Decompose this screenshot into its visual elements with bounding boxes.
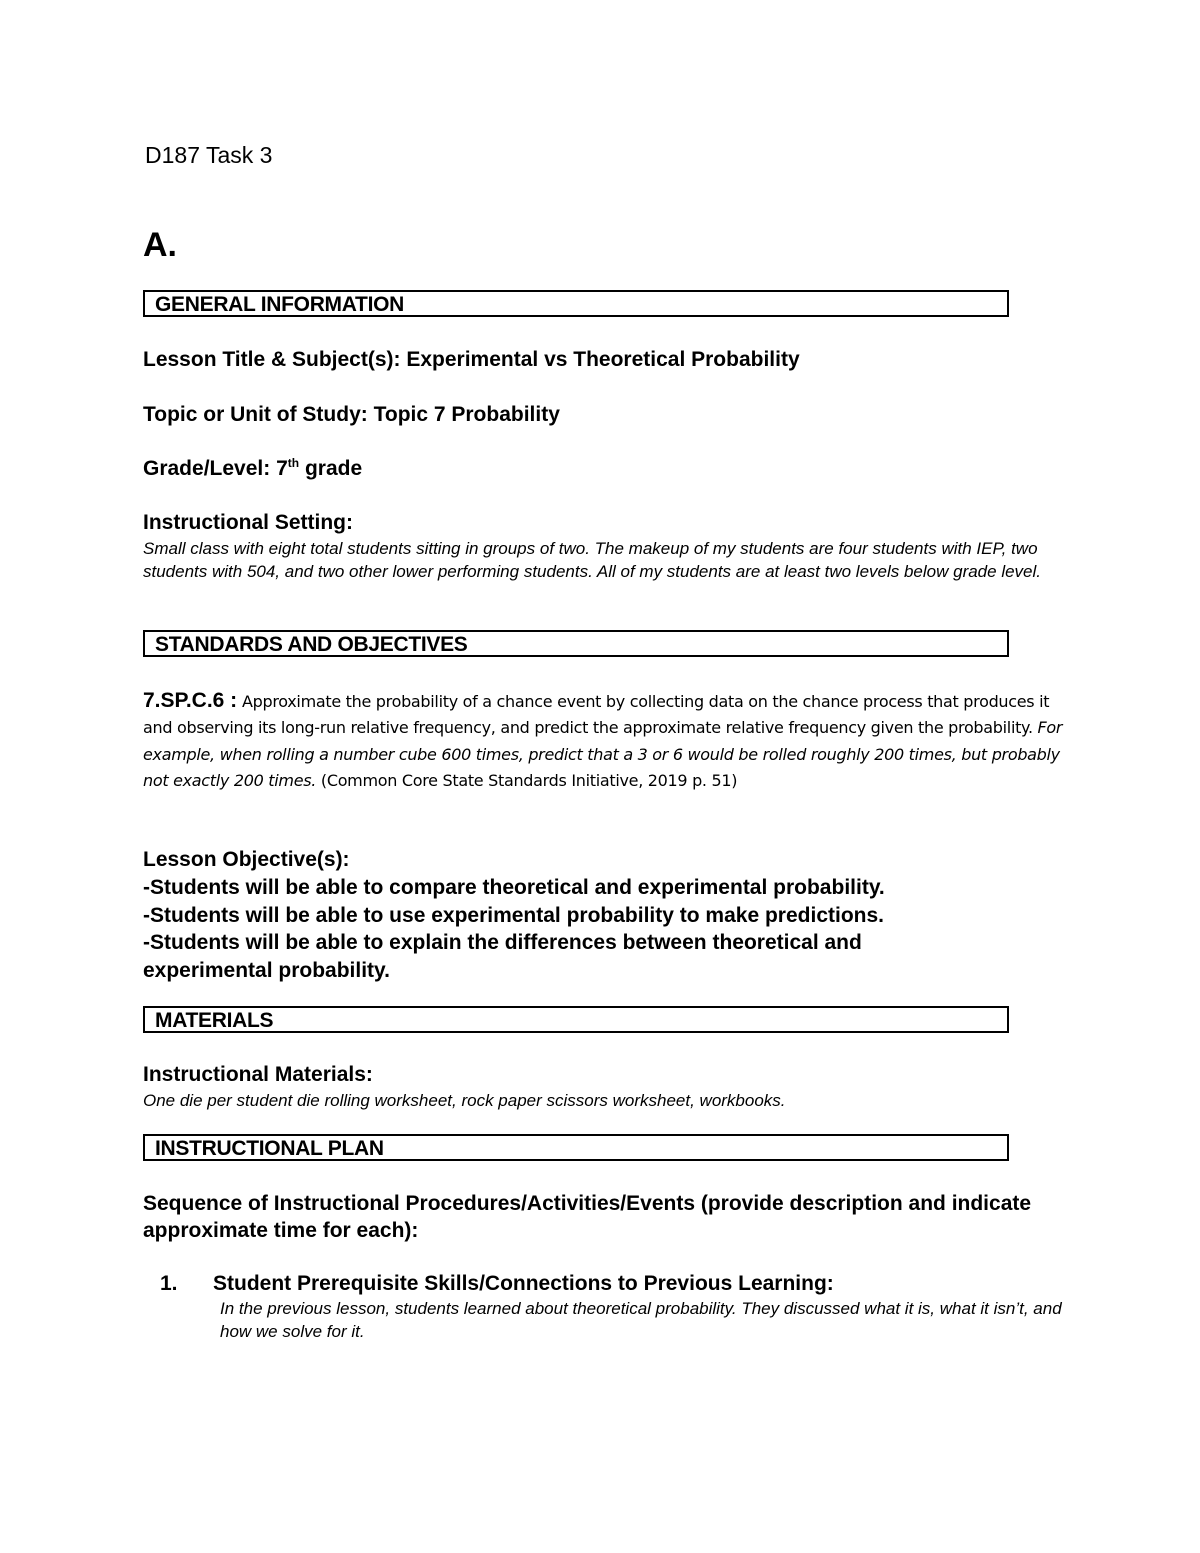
setting-label: Instructional Setting: (143, 511, 353, 534)
topic-line (143, 403, 560, 427)
grade-number: 7 (276, 457, 288, 480)
section-letter: A. (143, 226, 177, 264)
grade-superscript: th (287, 456, 300, 470)
objectives-list (143, 874, 885, 984)
section-header-plan (143, 1134, 1009, 1161)
objective-item: experimental probability. (143, 958, 391, 982)
grade-line (143, 457, 362, 481)
objective-item: -Students will be able to explain the differences between theoretical and (143, 931, 862, 954)
sequence-label: Sequence of Instructional Procedures/Activities/Events (provide description and indicate approximate time for each): (143, 1192, 1032, 1242)
objective-item: -Students will be able to compare theoretical and experimental probability. (143, 876, 885, 899)
section-header-standards (143, 630, 1009, 657)
standard-code: 7.SP.C.6 : (143, 689, 238, 712)
objectives-label: Lesson Objective(s): (143, 848, 350, 871)
standard-block (143, 688, 1063, 794)
objective-item: -Students will be able to use experimental probability to make predictions. (143, 903, 884, 927)
section-header-label: STANDARDS AND OBJECTIVES (155, 633, 468, 656)
grade-label: Grade/Level: (143, 457, 271, 480)
document-title: D187 Task 3 (145, 142, 273, 168)
section-header-general (143, 290, 1009, 317)
materials-label: Instructional Materials: (143, 1063, 373, 1086)
section-header-label: MATERIALS (155, 1009, 274, 1032)
standard-example: For example, when rolling a number cube 600 times, predict that a 3 or 6 would be rolled roughly 200 times, but probably not exactly 200 times. (143, 718, 1063, 790)
grade-word: grade (304, 457, 363, 480)
section-header-materials (143, 1006, 1009, 1033)
prerequisite-skills-heading: Student Prerequisite Skills/Connections to Previous Learning: (213, 1272, 834, 1295)
section-header-label: GENERAL INFORMATION (155, 293, 405, 316)
materials-text: One die per student die rolling worksheet, rock paper scissors worksheet, workbooks. (143, 1091, 786, 1110)
standard-text: Approximate the probability of a chance event by collecting data on the chance process that produces it and observing its long-run relative frequency, and predict the approximate relative frequency given the probability. (143, 692, 1050, 738)
lesson-title-label: Lesson Title & Subject(s): (143, 348, 401, 371)
standard-citation: (Common Core State Standards Initiative, 2019 p. 51) (320, 770, 738, 790)
lesson-title-value: Experimental vs Theoretical Probability (406, 348, 800, 371)
topic-label: Topic or Unit of Study: (143, 403, 368, 426)
list-number: 1. (160, 1272, 178, 1295)
setting-text: Small class with eight total students sitting in groups of two. The makeup of my students are four students with IEP, two students with 504, and two other lower performing students. All of my students are at least two levels below grade level. (143, 539, 1042, 581)
lesson-title-line (143, 348, 800, 372)
section-header-label: INSTRUCTIONAL PLAN (155, 1137, 384, 1160)
topic-value: Topic 7 Probability (373, 403, 560, 426)
prerequisite-skills-text: In the previous lesson, students learned about theoretical probability. They discussed what it is, what it isn’t, and how we solve for it. (220, 1299, 1062, 1341)
